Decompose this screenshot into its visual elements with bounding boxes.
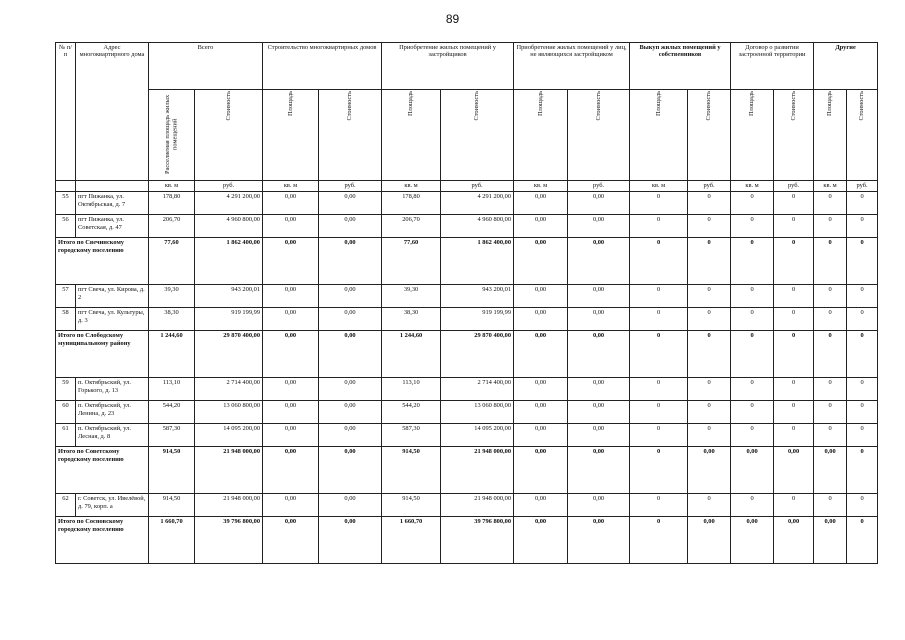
value-cell: 0,00	[263, 424, 319, 447]
value-cell: 0	[731, 424, 774, 447]
value-cell: 77,60	[149, 238, 195, 285]
value-cell: 39 796 800,00	[195, 517, 263, 564]
value-cell: 0	[774, 378, 814, 401]
table-row	[56, 215, 878, 238]
value-cell: 39,30	[149, 285, 195, 308]
value-cell: 0	[731, 494, 774, 517]
header-group-nondeveloper-purchase: Приобретение жилых помещений у лиц, не являющихся застройщиком	[514, 43, 630, 90]
table-row	[56, 192, 878, 215]
header-sub-label: Площадь	[407, 91, 415, 116]
value-cell: 0,00	[568, 494, 630, 517]
value-cell: 21 948 000,00	[195, 447, 263, 494]
subtotal-row	[56, 238, 878, 285]
value-cell: 0	[847, 192, 878, 215]
value-cell: 587,30	[149, 424, 195, 447]
row-number: 61	[56, 424, 76, 447]
value-cell: 113,10	[149, 378, 195, 401]
value-cell: 0	[630, 331, 688, 378]
value-cell: 0	[688, 494, 731, 517]
value-cell: 0,00	[263, 215, 319, 238]
header-sub-cell	[149, 90, 195, 181]
row-address: п. Октябрьский, ул. Лесная, д. 8	[76, 424, 149, 447]
value-cell: 0,00	[568, 285, 630, 308]
value-cell: 544,20	[382, 401, 441, 424]
value-cell: 0	[688, 238, 731, 285]
header-sub-row	[56, 90, 878, 181]
table-row	[56, 308, 878, 331]
value-cell: 206,70	[149, 215, 195, 238]
value-cell: 0	[847, 517, 878, 564]
header-sub-label: Площадь	[826, 91, 834, 116]
value-cell: 0,00	[263, 378, 319, 401]
value-cell: 914,50	[382, 494, 441, 517]
value-cell: 0	[814, 331, 847, 378]
value-cell: 0	[688, 424, 731, 447]
value-cell: 0,00	[774, 447, 814, 494]
value-cell: 0	[847, 215, 878, 238]
value-cell: 0	[814, 378, 847, 401]
row-number: 58	[56, 308, 76, 331]
subtotal-label: Итого по Слободскому муниципальному району	[56, 331, 149, 378]
row-number: 60	[56, 401, 76, 424]
value-cell: 0	[688, 192, 731, 215]
value-cell: 0	[731, 401, 774, 424]
unit-cell: кв. м	[149, 181, 195, 192]
value-cell: 544,20	[149, 401, 195, 424]
value-cell: 1 660,70	[149, 517, 195, 564]
value-cell: 29 870 400,00	[195, 331, 263, 378]
value-cell: 0,00	[263, 494, 319, 517]
unit-cell: руб.	[774, 181, 814, 192]
header-sub-cell	[195, 90, 263, 181]
value-cell: 0	[847, 331, 878, 378]
value-cell: 0,00	[514, 285, 568, 308]
table-row	[56, 401, 878, 424]
header-sub-label: Стоимость	[346, 91, 354, 121]
unit-cell: кв. м	[731, 181, 774, 192]
value-cell: 0,00	[568, 215, 630, 238]
header-sub-label: Стоимость	[705, 91, 713, 121]
row-address: пгт Свеча, ул. Культуры, д. 3	[76, 308, 149, 331]
value-cell: 914,50	[382, 447, 441, 494]
value-cell: 178,80	[382, 192, 441, 215]
unit-cell: кв. м	[263, 181, 319, 192]
header-group-total: Всего	[149, 43, 263, 90]
value-cell: 0,00	[319, 331, 382, 378]
value-cell: 0	[688, 331, 731, 378]
header-sub-cell	[688, 90, 731, 181]
unit-cell: руб.	[319, 181, 382, 192]
header-sub-cell	[514, 90, 568, 181]
value-cell: 21 948 000,00	[441, 494, 514, 517]
value-cell: 0	[847, 285, 878, 308]
header-sub-cell	[263, 90, 319, 181]
value-cell: 0	[630, 424, 688, 447]
value-cell: 0,00	[568, 238, 630, 285]
value-cell: 0,00	[568, 517, 630, 564]
value-cell: 0,00	[514, 401, 568, 424]
value-cell: 0	[630, 447, 688, 494]
value-cell: 38,30	[149, 308, 195, 331]
unit-cell: руб.	[847, 181, 878, 192]
value-cell: 0,00	[319, 285, 382, 308]
value-cell: 0,00	[319, 401, 382, 424]
value-cell: 0,00	[263, 285, 319, 308]
header-sub-label: Стоимость	[858, 91, 866, 121]
value-cell: 0	[847, 238, 878, 285]
value-cell: 0,00	[814, 447, 847, 494]
value-cell: 943 200,01	[441, 285, 514, 308]
value-cell: 0	[731, 308, 774, 331]
table-row	[56, 285, 878, 308]
value-cell: 0	[731, 192, 774, 215]
value-cell: 0,00	[319, 215, 382, 238]
value-cell: 0	[814, 215, 847, 238]
value-cell: 0	[774, 192, 814, 215]
header-group-construction: Строительство многоквартирных домов	[263, 43, 382, 90]
header-address: Адрес многоквартирного дома	[76, 43, 149, 181]
value-cell: 0,00	[263, 447, 319, 494]
value-cell: 0,00	[263, 517, 319, 564]
value-cell: 0	[731, 238, 774, 285]
value-cell: 206,70	[382, 215, 441, 238]
value-cell: 29 870 400,00	[441, 331, 514, 378]
value-cell: 1 660,70	[382, 517, 441, 564]
units-empty-cell	[56, 181, 76, 192]
value-cell: 0,00	[774, 517, 814, 564]
value-cell: 178,80	[149, 192, 195, 215]
page-number: 89	[445, 12, 460, 26]
value-cell: 0	[774, 308, 814, 331]
value-cell: 0,00	[568, 447, 630, 494]
value-cell: 0,00	[514, 378, 568, 401]
value-cell: 0,00	[319, 192, 382, 215]
header-sub-cell	[630, 90, 688, 181]
value-cell: 0	[688, 285, 731, 308]
row-number: 57	[56, 285, 76, 308]
value-cell: 0	[814, 494, 847, 517]
header-sub-cell	[382, 90, 441, 181]
subtotal-label: Итого по Сосновскому городскому поселению	[56, 517, 149, 564]
value-cell: 0	[630, 378, 688, 401]
header-sub-label: Стоимость	[224, 91, 232, 121]
unit-cell: кв. м	[514, 181, 568, 192]
header-sub-label: Площадь	[654, 91, 662, 116]
row-number: 55	[56, 192, 76, 215]
row-address: п. Октябрьский, ул. Горького, д. 13	[76, 378, 149, 401]
table-row	[56, 378, 878, 401]
value-cell: 77,60	[382, 238, 441, 285]
value-cell: 2 714 400,00	[441, 378, 514, 401]
value-cell: 0	[814, 308, 847, 331]
value-cell: 0	[774, 285, 814, 308]
value-cell: 39,30	[382, 285, 441, 308]
table-row	[56, 494, 878, 517]
value-cell: 0	[847, 378, 878, 401]
value-cell: 0,00	[263, 331, 319, 378]
header-sub-cell	[441, 90, 514, 181]
value-cell: 2 714 400,00	[195, 378, 263, 401]
value-cell: 0	[774, 424, 814, 447]
value-cell: 0,00	[263, 308, 319, 331]
header-sub-cell	[774, 90, 814, 181]
relocation-table	[55, 42, 878, 564]
value-cell: 1 862 400,00	[195, 238, 263, 285]
value-cell: 14 095 200,00	[441, 424, 514, 447]
value-cell: 0,00	[568, 308, 630, 331]
value-cell: 0	[814, 424, 847, 447]
value-cell: 0,00	[514, 424, 568, 447]
value-cell: 0	[847, 401, 878, 424]
value-cell: 21 948 000,00	[441, 447, 514, 494]
value-cell: 0	[731, 215, 774, 238]
row-number: 56	[56, 215, 76, 238]
value-cell: 0,00	[688, 447, 731, 494]
value-cell: 0	[688, 215, 731, 238]
value-cell: 0	[688, 308, 731, 331]
value-cell: 0,00	[319, 517, 382, 564]
value-cell: 0	[630, 238, 688, 285]
row-number: 59	[56, 378, 76, 401]
value-cell: 0,00	[688, 517, 731, 564]
value-cell: 0,00	[514, 447, 568, 494]
unit-cell: руб.	[688, 181, 731, 192]
value-cell: 914,50	[149, 494, 195, 517]
value-cell: 0	[774, 494, 814, 517]
value-cell: 0,00	[568, 401, 630, 424]
header-group-other: Другие	[814, 43, 878, 90]
value-cell: 0,00	[263, 192, 319, 215]
value-cell: 0,00	[568, 378, 630, 401]
row-address: г. Советск, ул. Ивелёвой, д. 79, корп. а	[76, 494, 149, 517]
subtotal-label: Итого по Свечинскому городскому поселению	[56, 238, 149, 285]
value-cell: 39 796 800,00	[441, 517, 514, 564]
value-cell: 0,00	[319, 238, 382, 285]
value-cell: 0	[731, 331, 774, 378]
value-cell: 0,00	[568, 424, 630, 447]
header-sub-label: Площадь	[748, 91, 756, 116]
subtotal-label: Итого по Советскому городскому поселению	[56, 447, 149, 494]
header-sub-label: Стоимость	[473, 91, 481, 121]
value-cell: 0,00	[568, 331, 630, 378]
value-cell: 1 862 400,00	[441, 238, 514, 285]
value-cell: 0	[814, 238, 847, 285]
value-cell: 0	[688, 401, 731, 424]
value-cell: 0,00	[319, 494, 382, 517]
value-cell: 0	[630, 215, 688, 238]
value-cell: 13 060 800,00	[195, 401, 263, 424]
value-cell: 0	[847, 494, 878, 517]
subtotal-row	[56, 517, 878, 564]
value-cell: 0	[630, 192, 688, 215]
value-cell: 0	[630, 285, 688, 308]
header-sub-label: Стоимость	[594, 91, 602, 121]
value-cell: 0	[847, 308, 878, 331]
value-cell: 0,00	[319, 378, 382, 401]
row-address: пгт Пижанка, ул. Советская, д. 47	[76, 215, 149, 238]
unit-cell: руб.	[568, 181, 630, 192]
value-cell: 0	[814, 401, 847, 424]
value-cell: 14 095 200,00	[195, 424, 263, 447]
value-cell: 0	[774, 401, 814, 424]
value-cell: 4 291 200,00	[195, 192, 263, 215]
value-cell: 0,00	[514, 494, 568, 517]
unit-cell: кв. м	[382, 181, 441, 192]
value-cell: 0,00	[514, 331, 568, 378]
units-empty-cell	[76, 181, 149, 192]
value-cell: 0	[774, 215, 814, 238]
value-cell: 0	[847, 447, 878, 494]
header-sub-cell	[319, 90, 382, 181]
value-cell: 0,00	[731, 447, 774, 494]
value-cell: 38,30	[382, 308, 441, 331]
header-group-developer-purchase: Приобретение жилых помещений у застройщиков	[382, 43, 514, 90]
value-cell: 0,00	[514, 215, 568, 238]
header-sub-label: Площадь	[536, 91, 544, 116]
value-cell: 0,00	[731, 517, 774, 564]
value-cell: 943 200,01	[195, 285, 263, 308]
unit-cell: руб.	[441, 181, 514, 192]
row-address: пгт Пижанка, ул. Октябрьская, д. 7	[76, 192, 149, 215]
value-cell: 4 960 800,00	[441, 215, 514, 238]
value-cell: 0	[630, 401, 688, 424]
table-header	[56, 43, 878, 192]
header-sub-cell	[731, 90, 774, 181]
value-cell: 4 291 200,00	[441, 192, 514, 215]
table-body	[56, 192, 878, 564]
value-cell: 0,00	[319, 424, 382, 447]
value-cell: 0,00	[514, 238, 568, 285]
value-cell: 0	[630, 517, 688, 564]
value-cell: 0	[814, 192, 847, 215]
header-units-row	[56, 181, 878, 192]
value-cell: 0,00	[514, 308, 568, 331]
value-cell: 587,30	[382, 424, 441, 447]
value-cell: 0	[731, 285, 774, 308]
value-cell: 0,00	[319, 447, 382, 494]
header-sub-cell	[847, 90, 878, 181]
value-cell: 21 948 000,00	[195, 494, 263, 517]
value-cell: 0	[774, 238, 814, 285]
value-cell: 0	[847, 424, 878, 447]
value-cell: 1 244,60	[149, 331, 195, 378]
table-row	[56, 424, 878, 447]
value-cell: 1 244,60	[382, 331, 441, 378]
value-cell: 0,00	[319, 308, 382, 331]
unit-cell: кв. м	[814, 181, 847, 192]
value-cell: 0	[688, 378, 731, 401]
value-cell: 0	[630, 308, 688, 331]
value-cell: 0,00	[814, 517, 847, 564]
row-number: 62	[56, 494, 76, 517]
header-group-row	[56, 43, 878, 90]
value-cell: 919 199,99	[441, 308, 514, 331]
value-cell: 0	[630, 494, 688, 517]
header-group-buyout: Выкуп жилых помещений у собственников	[630, 43, 731, 90]
value-cell: 4 960 800,00	[195, 215, 263, 238]
value-cell: 914,50	[149, 447, 195, 494]
value-cell: 0,00	[263, 401, 319, 424]
value-cell: 113,10	[382, 378, 441, 401]
header-sub-label: Площадь	[286, 91, 294, 116]
value-cell: 0,00	[263, 238, 319, 285]
header-num: № п/п	[56, 43, 76, 181]
value-cell: 13 060 800,00	[441, 401, 514, 424]
header-sub-label: Стоимость	[789, 91, 797, 121]
row-address: пгт Свеча, ул. Кирова, д. 2	[76, 285, 149, 308]
header-group-development-agreement: Договор о развитии застроенной территории	[731, 43, 814, 90]
header-sub-cell	[814, 90, 847, 181]
header-sub-cell	[568, 90, 630, 181]
value-cell: 0	[814, 285, 847, 308]
subtotal-row	[56, 447, 878, 494]
value-cell: 0,00	[568, 192, 630, 215]
subtotal-row	[56, 331, 878, 378]
value-cell: 0	[774, 331, 814, 378]
value-cell: 0,00	[514, 517, 568, 564]
header-sub-label: Расселяемая площадь жилых помещений	[164, 94, 179, 174]
row-address: п. Октябрьский, ул. Ленина, д. 23	[76, 401, 149, 424]
unit-cell: кв. м	[630, 181, 688, 192]
value-cell: 0	[731, 378, 774, 401]
unit-cell: руб.	[195, 181, 263, 192]
value-cell: 0,00	[514, 192, 568, 215]
value-cell: 919 199,99	[195, 308, 263, 331]
